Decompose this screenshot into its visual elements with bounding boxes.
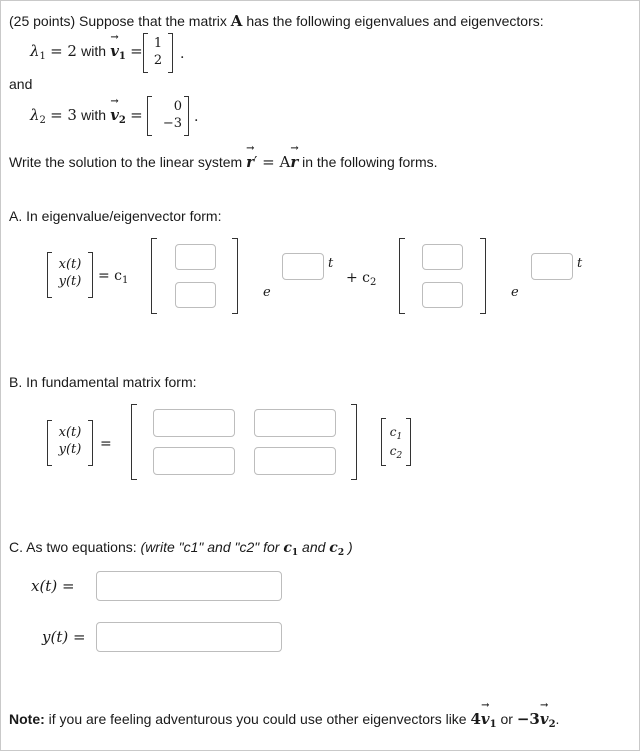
v1-entry-2: 2 <box>153 53 163 68</box>
hint-c1: c <box>283 540 292 556</box>
a-eq-c1-text: = c <box>98 268 123 284</box>
part-c-hint: (write "c1" and "c2" for <box>140 539 284 555</box>
note-label: Note: <box>9 711 45 727</box>
v2-entry-1: 0 <box>173 99 182 114</box>
a-vec2-right-bracket <box>480 238 486 314</box>
points-label: (25 points) <box>9 13 76 29</box>
and-text: and <box>9 76 33 92</box>
note-ex1-v: → v <box>481 710 490 728</box>
note-ex2-v: → v <box>540 710 549 728</box>
hint-and: and <box>298 539 330 555</box>
a-c2-sub: 2 <box>370 277 377 288</box>
note-text: if you are feeling adventurous you could use other eigenvectors like <box>44 711 471 727</box>
a-vec1-right-bracket <box>232 238 238 314</box>
b-xt: x(t) <box>58 425 82 440</box>
a-xt: x(t) <box>58 257 82 272</box>
system-eq-mid: ′ = A <box>253 153 291 171</box>
b-matrix-r1c1-input[interactable] <box>153 409 235 437</box>
hint-c2: c <box>329 540 338 556</box>
note <box>9 710 559 728</box>
hint-c2-sub: 2 <box>337 548 345 558</box>
lambda2-sub: 2 <box>39 115 46 126</box>
a-vec2-entry1-input[interactable] <box>422 244 463 270</box>
a-xy-vector <box>52 256 88 290</box>
a-vec1-entry2-input[interactable] <box>175 282 216 308</box>
system-tail: in the following forms. <box>298 154 438 170</box>
v1-symbol: → v <box>110 42 119 60</box>
note-end: . <box>555 711 560 727</box>
b-matrix-left-bracket <box>131 404 137 480</box>
a-e2: e <box>511 285 519 300</box>
part-b-heading: B. In fundamental matrix form: <box>9 374 197 390</box>
a-vec1-entry1-input[interactable] <box>175 244 216 270</box>
r-symbol: → r <box>246 153 254 171</box>
b-c2: $c_2$ <box>389 444 403 461</box>
lambda1-symbol: λ <box>30 42 40 60</box>
intro-text: Suppose that the matrix <box>75 13 231 29</box>
v1-equals: = <box>130 42 143 60</box>
v2-entry-2: −3 <box>162 116 182 131</box>
v2-symbol: → v <box>110 106 119 124</box>
a-yt: y(t) <box>58 274 82 289</box>
a-exponent1-input[interactable] <box>282 253 324 280</box>
note-ex2-sub: 2 <box>548 719 556 730</box>
b-c-vector <box>386 424 406 462</box>
v1-sub: 1 <box>118 51 126 62</box>
hint-close: ) <box>344 539 353 555</box>
v1-period: . <box>180 46 185 62</box>
a-plus-c2-text: + c <box>346 270 371 286</box>
part-c-heading-text: C. As two equations: <box>9 539 141 555</box>
system-line <box>9 153 438 171</box>
a-eq-c1 <box>98 268 128 284</box>
v1-right-bracket <box>168 33 173 73</box>
lambda1-sub: 1 <box>39 51 46 62</box>
a-vec2-left-bracket <box>399 238 405 314</box>
a-plus-c2 <box>346 270 376 286</box>
problem-intro <box>9 12 544 30</box>
v1-entry-1: 1 <box>153 36 163 51</box>
note-ex1-sub: 1 <box>489 719 497 730</box>
part-c-heading <box>9 539 353 556</box>
b-eq: = <box>100 436 112 452</box>
v2-right-bracket <box>184 96 189 136</box>
a-e1: e <box>263 285 271 300</box>
lambda1-value: = 2 <box>50 42 77 60</box>
a-t1: t <box>328 256 334 271</box>
v2-equals: = <box>130 106 143 124</box>
c-xt-label: x(t) = <box>31 577 75 595</box>
v2-vector <box>152 98 182 132</box>
lambda2-value: = 3 <box>50 106 77 124</box>
part-a-heading: A. In eigenvalue/eigenvector form: <box>9 208 222 224</box>
note-ex1-coef: 4 <box>470 710 481 728</box>
intro-tail: has the following eigenvalues and eigenvectors: <box>242 13 544 29</box>
eigen-pair-1 <box>30 42 143 60</box>
b-xy-vector <box>52 424 88 458</box>
c-xt-input[interactable] <box>96 571 282 601</box>
a-vec2-entry2-input[interactable] <box>422 282 463 308</box>
v2-sub: 2 <box>118 115 126 126</box>
v2-period: . <box>194 109 199 125</box>
b-c1: $c_1$ <box>389 425 403 442</box>
v1-vector <box>148 35 168 69</box>
b-matrix-r2c2-input[interactable] <box>254 447 336 475</box>
a-c1-sub: 1 <box>122 275 129 286</box>
matrix-name: A <box>230 12 243 30</box>
a-vec1-left-bracket <box>151 238 157 314</box>
b-xy-right-bracket <box>88 420 93 466</box>
b-matrix-right-bracket <box>351 404 357 480</box>
with-text-2: with <box>81 107 107 123</box>
system-text: Write the solution to the linear system <box>9 154 247 170</box>
c-yt-input[interactable] <box>96 622 282 652</box>
b-matrix-r2c1-input[interactable] <box>153 447 235 475</box>
a-t2: t <box>577 256 583 271</box>
a-exponent2-input[interactable] <box>531 253 573 280</box>
hint-c1-sub: 1 <box>291 548 299 558</box>
with-text-1: with <box>81 43 107 59</box>
b-c-right-bracket <box>406 418 411 466</box>
eigen-pair-2 <box>30 106 143 124</box>
c-yt-label: y(t) = <box>42 628 86 646</box>
note-or: or <box>496 711 517 727</box>
lambda2-symbol: λ <box>30 106 40 124</box>
b-yt: y(t) <box>58 442 82 457</box>
r-symbol-2: → r <box>290 153 298 171</box>
note-ex2-coef: −3 <box>516 710 540 728</box>
a-xy-right-bracket <box>88 252 93 298</box>
b-matrix-r1c2-input[interactable] <box>254 409 336 437</box>
